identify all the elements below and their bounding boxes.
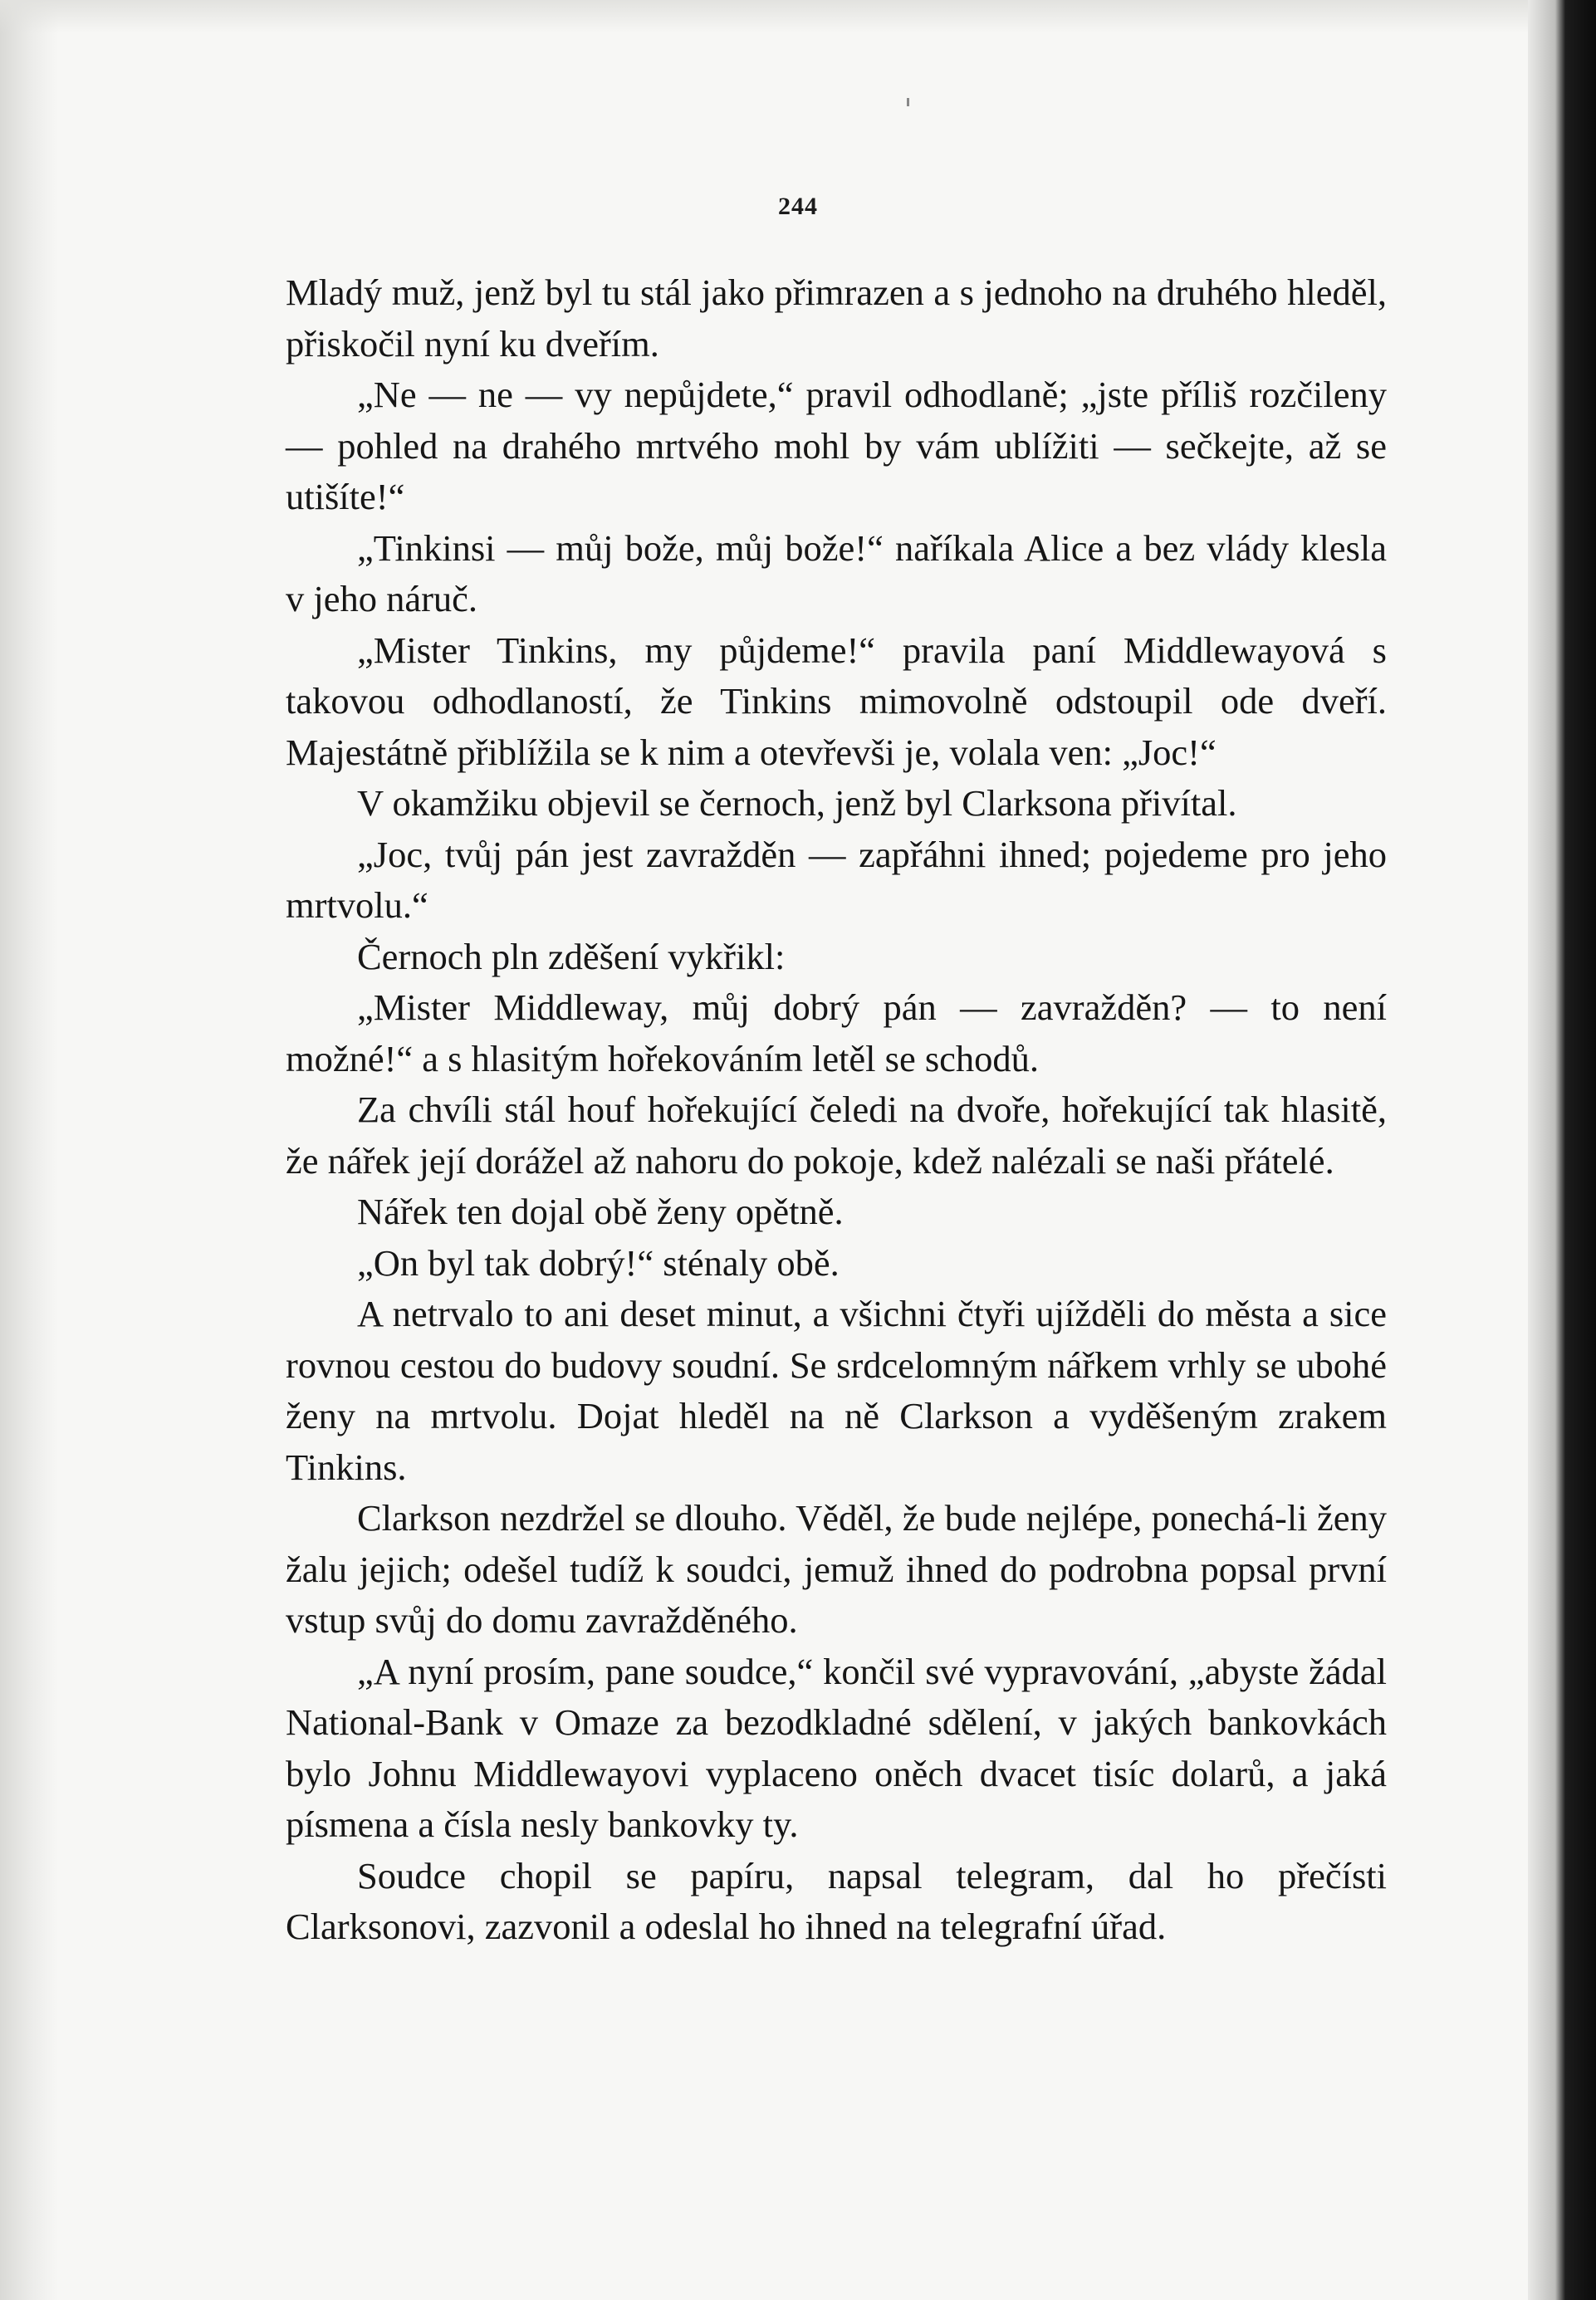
paragraph: „On byl tak dobrý!“ sténaly obě. [357,1241,840,1284]
paragraph: „Mister Middleway, můj dobrý pán — zavražděn? — to není možné!“ a s hlasitým hořekováním letěl se schodů. [286,986,1387,1079]
paragraph: A netrvalo to ani deset minut, a všichni čtyři ujížděli do města a sice rovnou cestou do budovy soudní. Se srdcelomným nářkem vrhly se ubohé ženy na mrtvolu. Dojat hleděl na ně Clarkson a vyděšeným zrakem Tinkins. [286,1293,1387,1488]
paragraph: „A nyní prosím, pane soudce,“ končil své vypravování, „abyste žádal National-Bank v Omaze za bezodkladné sdělení, v jakých bankovkách bylo Johnu Middlewayovi vyplaceno oněch dvacet tisíc dolarů, a jaká písmena a čísla nesly bankovky ty. [286,1650,1387,1845]
paragraph: Clarkson nezdržel se dlouho. Věděl, že bude nejlépe, ponechá-li ženy žalu jejich; odešel tudíž k soudci, jemuž ihned do podrobna popsal první vstup svůj do domu zavražděného. [286,1497,1387,1641]
paragraph: Nářek ten dojal obě ženy opětně. [357,1191,844,1232]
paragraph: „Ne — ne — vy nepůjdete,“ pravil odhodlaně; „jste příliš rozčileny — pohled na drahého mrtvého mohl by vám ublížiti — sečkejte, až se utišíte!“ [286,374,1387,517]
body-text [286,267,1387,1953]
paragraph: Soudce chopil se papíru, napsal telegram, dal ho přečísti Clarksonovi, zazvonil a odeslal ho ihned na telegrafní úřad. [286,1854,1387,1947]
paragraph: „Mister Tinkins, my půjdeme!“ pravila paní Middlewayová s takovou odhodlaností, že Tinkins mimovolně odstoupil ode dveří. Majestátně přiblížila se k nim a otevřevši je, volala ven: „Joc!“ [286,629,1387,773]
paragraph: V okamžiku objevil se černoch, jenž byl Clarksona přivítal. [357,782,1237,824]
paragraph: Mladý muž, jenž byl tu stál jako přimrazen a s jednoho na druhého hleděl, přiskočil nyní ku dveřím. [286,272,1387,365]
page-number: 244 [778,193,818,220]
left-scan-shadow [0,0,58,2300]
top-scan-shadow [0,0,1596,33]
paragraph: „Tinkinsi — můj bože, můj bože!“ naříkala Alice a bez vlády klesla v jeho náruč. [286,526,1387,619]
page-edge-shadow [1528,0,1596,2300]
paragraph: Za chvíli stál houf hořekující čeledi na dvoře, hořekující tak hlasitě, že nářek její dorážel až nahoru do pokoje, kdež nalézali se naši přátelé. [286,1089,1387,1182]
paragraph: Černoch pln zděšení vykřikl: [357,935,786,977]
margin-mark [907,98,909,106]
paragraph: „Joc, tvůj pán jest zavražděn — zapřáhni ihned; pojedeme pro jeho mrtvolu.“ [286,833,1387,926]
